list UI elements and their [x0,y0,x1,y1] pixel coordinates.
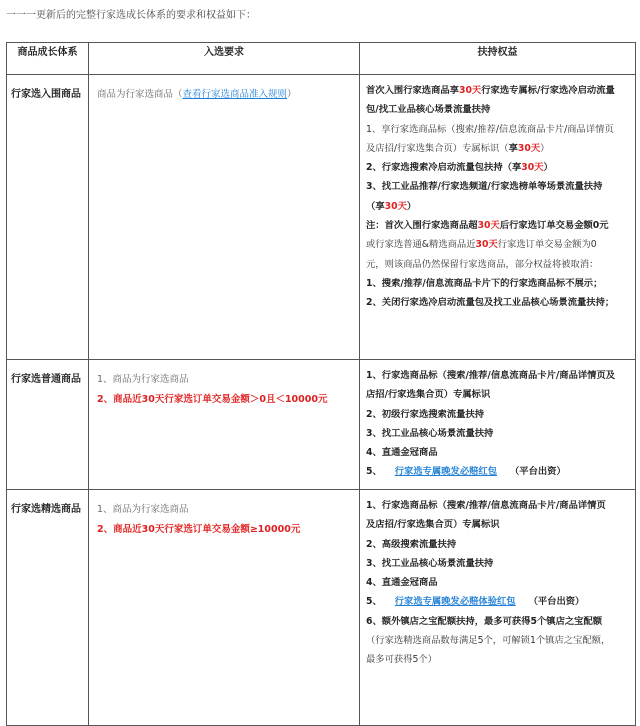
benefit-text: ） [540,142,550,154]
benefit-text: 3、找工业品核心场景流量扶持 [366,427,494,439]
growth-system-table [6,42,636,726]
benefit-text: 5、 [366,596,382,608]
header-benefits: 扶持权益 [360,43,636,75]
row-category: 行家选普通商品 [11,374,81,385]
benefit-text: 2、行家选搜索冷启动流量包扶持（ [366,162,512,174]
benefit-text: 包/找工业品核心场景流量扶持 [366,104,491,116]
benefit-text: 享 [375,200,385,212]
row-benefits [360,490,635,670]
note-text: 2、关闭行家选冷启动流量包及找工业品核心场景流量扶持； [366,297,615,309]
highlight-days: 30天 [517,142,541,154]
benefit-text: ） [543,162,553,174]
highlight-days: 30天 [477,220,500,232]
table-row [7,75,636,360]
benefit-text: 首次入围行家选商品享 [366,85,459,96]
benefit-text: 及店招/行家选集合页）专属标识（ [366,142,509,154]
red-packet-link[interactable]: 行家选专属晚发必赔红包 [394,466,498,478]
note-text: 元，则该商品仍然保留行家选商品，部分权益将被取消： [366,258,599,270]
header-requirements: 入选要求 [89,43,360,75]
benefit-text: 1、享行家选商品标（搜索/推荐/信息流商品卡片/商品详情页 [366,123,614,135]
trial-red-packet-link[interactable]: 行家选专属晚发必赔体验红包 [394,596,516,608]
req-text-highlight: 2、商品近30天行家选订单交易金额≥10000元 [97,524,301,535]
highlight-days: 30天 [521,162,544,174]
benefit-text: 5、 [366,466,382,478]
note-text: 行家选订单交易金额为0 [497,239,597,251]
table-header-row [7,43,636,75]
benefit-text: ） [406,200,417,212]
benefit-text: 3、找工业品推荐/行家选频道/行家选榜单等场景流量扶持 [366,181,603,193]
benefit-text: 1、行家选商品标（搜索/推荐/信息流商品卡片/商品详情页及 [366,370,616,381]
table-row [7,490,636,726]
benefit-text: 最多可获得5个） [366,654,437,666]
benefit-text: 3、找工业品核心场景流量扶持 [366,557,494,569]
benefit-text: 2、初级行家选搜索流量扶持 [366,408,485,420]
benefit-text: 4、直通金冠商品 [366,447,438,459]
benefit-text: 享 [511,162,522,174]
req-text: 商品为行家选商品（ [97,89,183,100]
table-row [7,360,636,490]
benefit-text: 店招/行家选集合页）专属标识 [366,389,491,401]
row-category: 行家选入围商品 [11,89,81,100]
benefit-text: （行家选精选商品数每满足5个，可解锁1个镇店之宝配额， [366,635,611,647]
highlight-days: 30天 [384,200,407,212]
highlight-days: 30天 [458,85,482,96]
row-requirements [89,490,359,540]
benefit-text: （平台出资） [509,466,566,478]
highlight-days: 30天 [475,239,498,251]
note-text: 后行家选订单交易金额0元 [499,220,609,232]
benefit-text: 2、高级搜索流量扶持 [366,538,457,550]
intro-text: 一一一更新后的完整行家选成长体系的要求和权益如下： [6,10,256,21]
req-text: 1、商品为行家选商品 [97,504,189,515]
benefit-text: （ [366,200,376,212]
benefit-text: 行家选专属标/行家选冷启动流量 [481,85,615,96]
benefit-text: （平台出资） [528,596,585,608]
req-text-suffix: ） [287,89,297,100]
admission-rules-link[interactable]: 查看行家选商品准入规则 [182,89,288,100]
note-text: 1、搜索/推荐/信息流商品卡片下的行家选商品标不展示； [366,277,603,289]
benefit-text: 6、额外镇店之宝配额扶持，最多可获得5个镇店之宝配额 [366,615,603,627]
benefit-text: 及店招/行家选集合页）专属标识 [366,519,500,531]
note-text: 或行家选普通&精选商品近 [366,239,476,251]
header-category: 商品成长体系 [7,43,89,75]
req-text: 1、商品为行家选商品 [97,374,189,385]
row-benefits [360,360,635,482]
benefit-text: 1、行家选商品标（搜索/推荐/信息流商品卡片/商品详情页 [366,500,606,511]
benefit-text: 4、直通金冠商品 [366,577,438,589]
row-benefits [360,75,635,313]
row-requirements [89,75,359,105]
benefit-text: 享 [508,142,518,154]
row-requirements [89,360,359,410]
req-text-highlight: 2、商品近30天行家选订单交易金额＞0且＜10000元 [97,394,328,405]
note-text: 注：首次入围行家选商品超 [366,220,478,232]
row-category: 行家选精选商品 [11,504,81,515]
